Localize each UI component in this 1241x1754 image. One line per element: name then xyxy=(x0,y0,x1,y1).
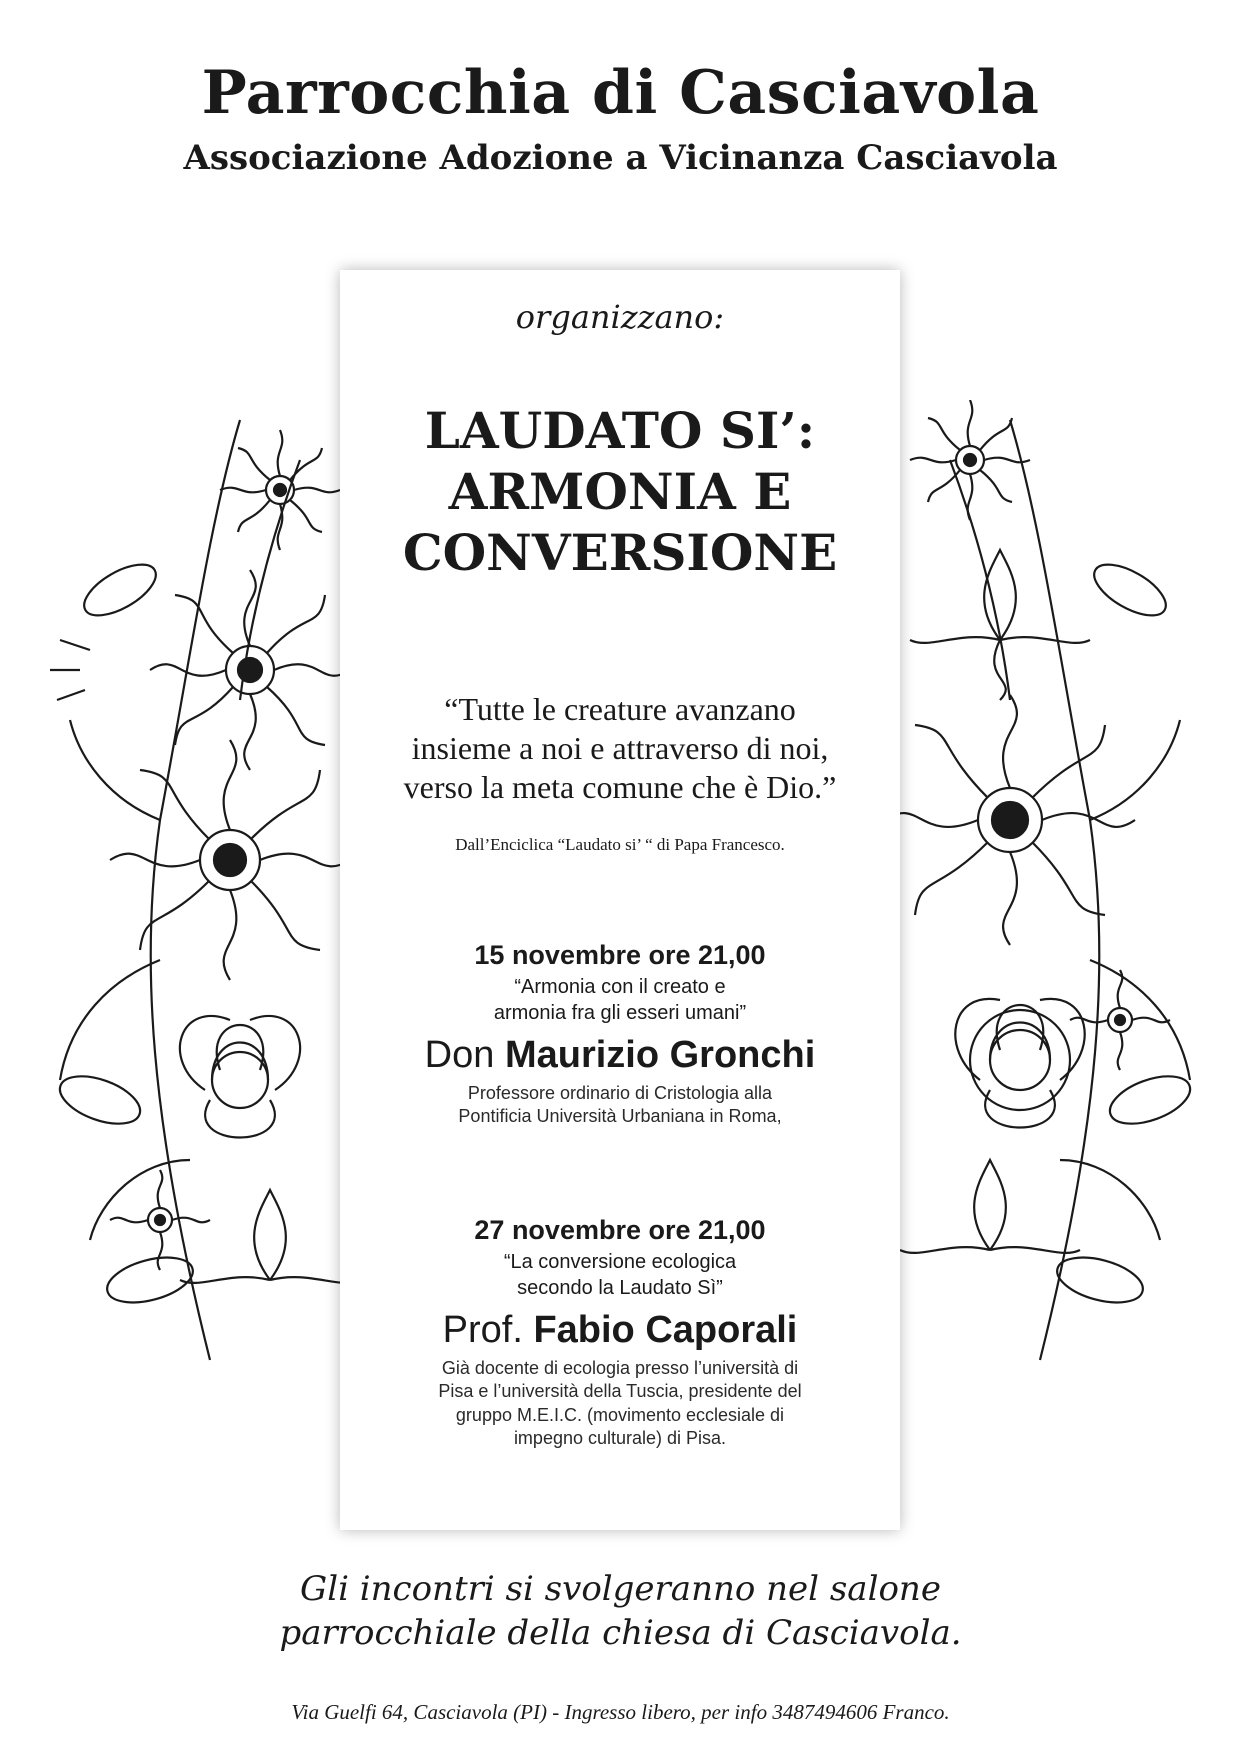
address-info: Via Guelfi 64, Casciavola (PI) - Ingresso libero, per info 3487494606 Franco. xyxy=(291,1700,950,1724)
topic-line: secondo la Laudato Sì” xyxy=(517,1276,723,1299)
event-speaker xyxy=(340,1034,900,1078)
topic-line: “La conversione ecologica xyxy=(503,1251,737,1273)
quote-source: Dall’Enciclica “Laudato si’ “ di Papa Francesco. xyxy=(455,835,785,854)
speaker-title: Prof. xyxy=(442,1309,534,1352)
title-line: CONVERSIONE xyxy=(402,523,838,582)
event-1 xyxy=(340,940,900,1129)
title-line: LAUDATO SI’: xyxy=(424,401,816,460)
speaker-description xyxy=(340,1357,900,1451)
speaker-name: Fabio Caporali xyxy=(533,1309,798,1352)
description-line: Pontificia Università Urbaniana in Roma, xyxy=(458,1106,782,1127)
floral-illustration-left-icon xyxy=(40,400,360,1400)
event-title xyxy=(340,400,900,583)
event-speaker xyxy=(340,1309,900,1353)
speaker-name: Maurizio Gronchi xyxy=(504,1034,816,1077)
description-line: Professore ordinario di Cristologia alla xyxy=(467,1082,773,1103)
floral-illustration-right-icon xyxy=(890,400,1210,1400)
event-topic xyxy=(340,975,900,1026)
quote-line: “Tutte le creature avanzano xyxy=(444,691,796,727)
event-date: 15 novembre ore 21,00 xyxy=(474,940,766,970)
event-date: 27 novembre ore 21,00 xyxy=(474,1215,766,1245)
encyclical-quote xyxy=(340,690,900,807)
flower-group-left xyxy=(110,430,360,1283)
venue-line: Gli incontri si svolgeranno nel salone xyxy=(300,1569,941,1609)
description-line: gruppo M.E.I.C. (movimento ecclesiale di xyxy=(455,1404,785,1425)
speaker-title: Don xyxy=(424,1034,505,1077)
association-name: Associazione Adozione a Vicinanza Casciavola xyxy=(183,138,1058,178)
description-line: Già docente di ecologia presso l’università di xyxy=(441,1357,799,1378)
program-panel xyxy=(340,270,900,1530)
venue-line: parrocchiale della chiesa di Casciavola. xyxy=(279,1612,962,1653)
description-line: impegno culturale) di Pisa. xyxy=(513,1428,727,1449)
speaker-description xyxy=(340,1082,900,1129)
quote-line: verso la meta comune che è Dio.” xyxy=(403,769,837,806)
event-2 xyxy=(340,1215,900,1450)
parish-name: Parrocchia di Casciavola xyxy=(201,58,1040,128)
topic-line: “Armonia con il creato e xyxy=(514,976,726,998)
quote-line: insieme a noi e attraverso di noi, xyxy=(411,730,829,767)
venue-note xyxy=(0,1568,1241,1655)
poster-header xyxy=(0,60,1241,179)
title-line: ARMONIA E xyxy=(448,462,792,521)
flower-group-right xyxy=(890,400,1170,1253)
event-topic xyxy=(340,1250,900,1301)
organize-label: organizzano: xyxy=(515,298,725,336)
topic-line: armonia fra gli esseri umani” xyxy=(493,1001,747,1024)
description-line: Pisa e l’università della Tuscia, presidente del xyxy=(438,1381,802,1402)
